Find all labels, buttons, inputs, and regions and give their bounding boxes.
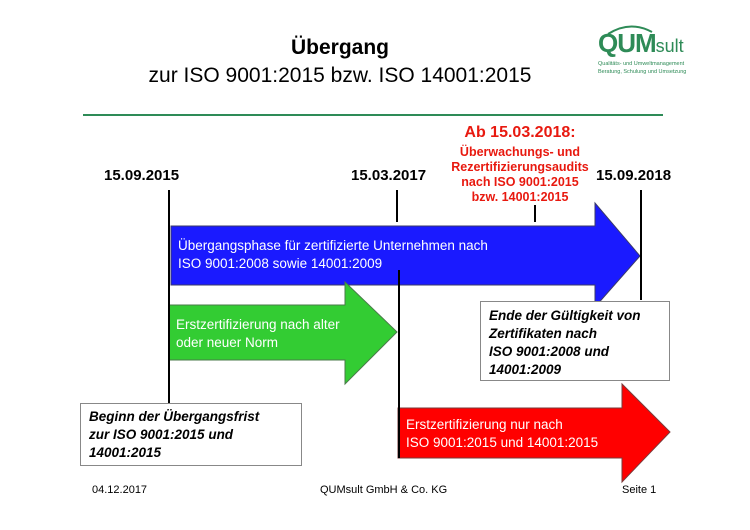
blue-arrow-line-1: Übergangsphase für zertifizierte Unternehmen nach xyxy=(178,238,488,253)
logo-main-text: QUM xyxy=(598,28,656,58)
begin-box-line-1: Beginn der Übergangsfrist xyxy=(89,409,260,424)
end-box-line-4: 14001:2009 xyxy=(489,362,562,377)
notice-line-2: Rezertifizierungsaudits xyxy=(451,160,589,174)
date-middle: 15.03.2017 xyxy=(351,167,427,184)
begin-box-line-2: zur ISO 9001:2015 und xyxy=(89,427,234,442)
notice-line-1: Überwachungs- und xyxy=(459,145,581,159)
end-box-line-2: Zertifikaten nach xyxy=(489,326,598,341)
begin-transition-box xyxy=(80,403,302,466)
notice-line-4: bzw. 14001:2015 xyxy=(471,190,569,204)
logo-tagline-2: Beratung, Schulung und Umsetzung xyxy=(598,69,687,75)
date-start: 15.09.2015 xyxy=(104,167,180,184)
footer-page: Seite 1 xyxy=(622,484,657,496)
end-box-line-3: ISO 9001:2008 und xyxy=(489,344,610,359)
red-arrow-line-1: Erstzertifizierung nur nach xyxy=(406,417,563,432)
logo-suffix-text: sult xyxy=(655,36,684,56)
end-validity-box xyxy=(480,301,670,381)
green-arrow-line-2: oder neuer Norm xyxy=(176,335,279,350)
end-box-line-1: Ende der Gültigkeit von xyxy=(489,308,641,323)
red-arrow-line-2: ISO 9001:2015 und 14001:2015 xyxy=(406,435,599,450)
begin-box-line-3: 14001:2015 xyxy=(89,445,162,460)
green-arrow-line-1: Erstzertifizierung nach alter xyxy=(176,317,340,332)
footer-date: 04.12.2017 xyxy=(92,484,148,496)
page-subtitle: zur ISO 9001:2015 bzw. ISO 14001:2015 xyxy=(148,64,532,87)
green-arrow-label xyxy=(176,316,340,352)
blue-arrow-label xyxy=(178,237,488,273)
page-title: Übergang xyxy=(290,36,389,59)
notice-line-3: nach ISO 9001:2015 xyxy=(461,175,579,189)
logo-tagline-1: Qualitäts- und Umweltmanagement xyxy=(598,61,685,67)
footer-company: QUMsult GmbH & Co. KG xyxy=(320,484,448,496)
red-arrow-label xyxy=(406,416,598,452)
notice-heading: Ab 15.03.2018: xyxy=(464,124,576,141)
date-end: 15.09.2018 xyxy=(596,167,672,184)
blue-arrow-line-2: ISO 9001:2008 sowie 14001:2009 xyxy=(178,256,383,271)
